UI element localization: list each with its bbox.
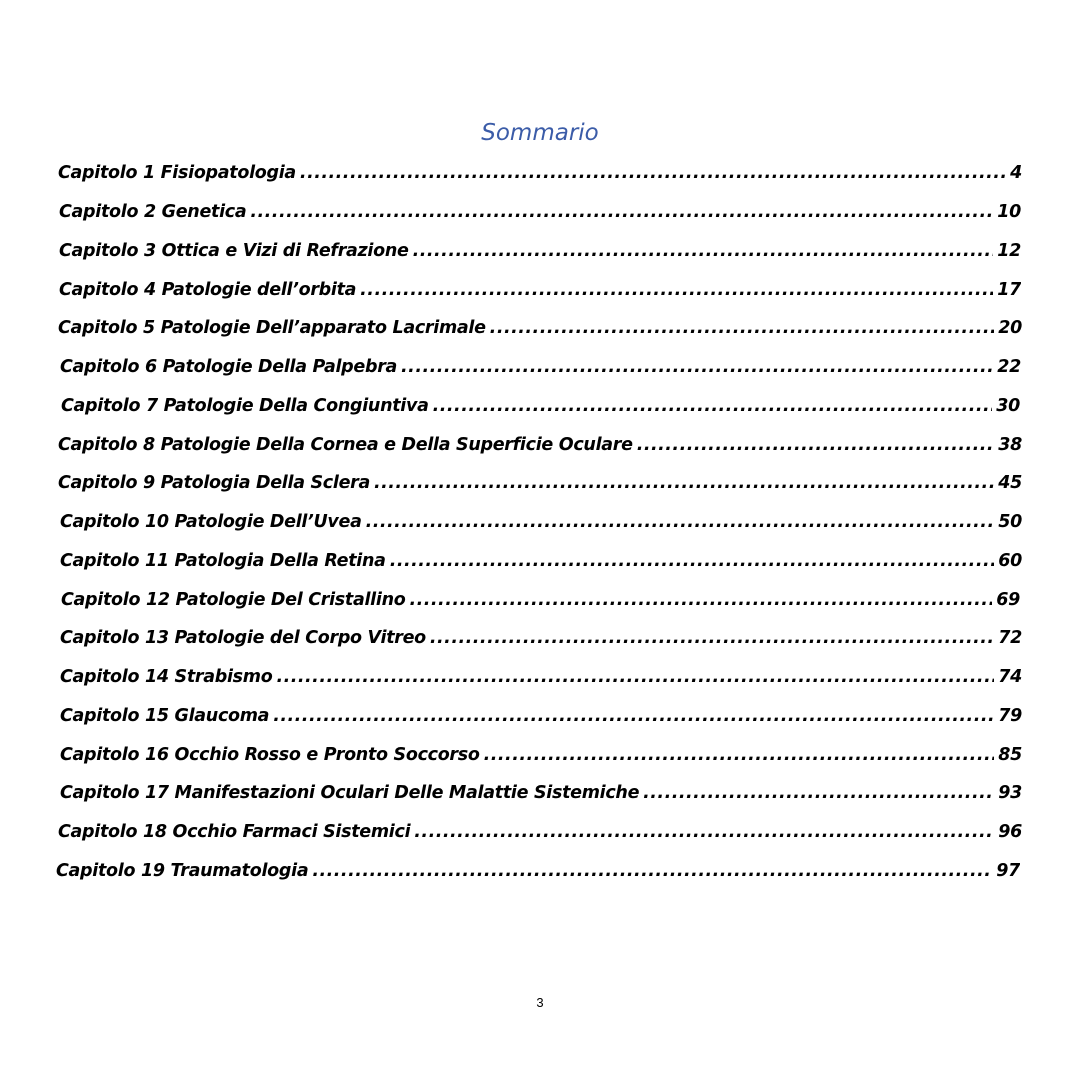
toc-dot-leader — [413, 241, 994, 261]
toc-entry[interactable] — [59, 270, 1021, 309]
toc-entry-label: Capitolo 16 Occhio Rosso e Pronto Soccorso — [60, 744, 480, 765]
toc-list — [0, 154, 1080, 890]
toc-entry[interactable] — [60, 503, 1022, 542]
toc-entry[interactable] — [58, 464, 1022, 503]
toc-entry-label: Capitolo 18 Occhio Farmaci Sistemici — [58, 822, 411, 843]
toc-entry[interactable] — [56, 852, 1020, 891]
toc-entry[interactable] — [58, 813, 1022, 852]
toc-entry-page: 22 — [997, 357, 1021, 378]
toc-entry[interactable] — [58, 154, 1022, 193]
toc-dot-leader — [637, 435, 995, 455]
toc-dot-leader — [250, 202, 993, 222]
toc-entry-label: Capitolo 17 Manifestazioni Oculari Delle Malattie Sistemiche — [60, 783, 640, 804]
page-number: 3 — [536, 995, 544, 1010]
toc-entry[interactable] — [60, 774, 1022, 813]
toc-entry[interactable] — [58, 309, 1022, 348]
toc-entry-page: 30 — [996, 395, 1020, 416]
toc-entry[interactable] — [60, 542, 1022, 581]
toc-dot-leader — [312, 861, 992, 881]
toc-dot-leader — [360, 280, 993, 300]
toc-entry-label: Capitolo 19 Traumatologia — [56, 860, 309, 881]
toc-entry-label: Capitolo 8 Patologie Della Cornea e Della Superficie Oculare — [58, 434, 633, 455]
toc-entry-page: 69 — [996, 589, 1020, 610]
toc-dot-leader — [276, 667, 994, 687]
toc-entry-label: Capitolo 9 Patologia Della Sclera — [58, 473, 370, 494]
toc-dot-leader — [409, 590, 992, 610]
toc-entry-page: 60 — [998, 550, 1022, 571]
toc-entry-label: Capitolo 11 Patologia Della Retina — [60, 550, 386, 571]
toc-entry-label: Capitolo 12 Patologie Del Cristallino — [61, 589, 406, 610]
toc-entry-label: Capitolo 14 Strabismo — [60, 667, 273, 688]
toc-entry[interactable] — [60, 735, 1022, 774]
toc-entry-page: 17 — [997, 279, 1021, 300]
toc-dot-leader — [366, 512, 995, 532]
toc-entry-label: Capitolo 10 Patologie Dell’Uvea — [60, 512, 362, 533]
toc-entry-page: 12 — [997, 240, 1021, 261]
toc-entry-page: 45 — [998, 473, 1022, 494]
toc-dot-leader — [414, 822, 994, 842]
toc-entry[interactable] — [60, 619, 1022, 658]
toc-dot-leader — [643, 783, 994, 803]
toc-entry[interactable] — [59, 193, 1021, 232]
toc-dot-leader — [300, 163, 1006, 183]
toc-entry-page: 38 — [998, 434, 1022, 455]
toc-entry[interactable] — [60, 348, 1021, 387]
toc-entry-page: 50 — [998, 512, 1022, 533]
toc-entry-label: Capitolo 13 Patologie del Corpo Vitreo — [60, 628, 426, 649]
toc-entry-label: Capitolo 6 Patologie Della Palpebra — [60, 357, 398, 378]
toc-entry[interactable] — [61, 387, 1020, 426]
toc-entry-page: 96 — [998, 822, 1022, 843]
toc-title: Sommario — [481, 120, 599, 146]
toc-entry-label: Capitolo 2 Genetica — [59, 202, 247, 223]
toc-entry-page: 72 — [998, 628, 1022, 649]
toc-entry-page: 93 — [998, 783, 1022, 804]
toc-entry-page: 85 — [998, 744, 1022, 765]
toc-entry[interactable] — [60, 697, 1022, 736]
toc-entry[interactable] — [61, 580, 1020, 619]
toc-entry-page: 74 — [998, 667, 1022, 688]
toc-entry[interactable] — [60, 658, 1022, 697]
toc-entry-page: 10 — [997, 202, 1021, 223]
toc-entry-label: Capitolo 4 Patologie dell’orbita — [59, 279, 357, 300]
toc-dot-leader — [401, 357, 993, 377]
toc-entry-label: Capitolo 3 Ottica e Vizi di Refrazione — [59, 240, 409, 261]
toc-dot-leader — [374, 473, 994, 493]
toc-entry-label: Capitolo 15 Glaucoma — [60, 705, 270, 726]
toc-entry-page: 4 — [1010, 163, 1022, 184]
toc-dot-leader — [430, 628, 994, 648]
toc-entry-page: 97 — [996, 860, 1020, 881]
toc-dot-leader — [490, 318, 995, 338]
toc-dot-leader — [433, 396, 993, 416]
toc-entry[interactable] — [59, 232, 1021, 271]
toc-entry-page: 79 — [998, 705, 1022, 726]
toc-entry-label: Capitolo 7 Patologie Della Congiuntiva — [61, 395, 429, 416]
toc-entry-label: Capitolo 1 Fisiopatologia — [58, 163, 296, 184]
toc-dot-leader — [390, 551, 995, 571]
toc-entry-page: 20 — [998, 318, 1022, 339]
toc-dot-leader — [273, 706, 994, 726]
toc-entry-label: Capitolo 5 Patologie Dell’apparato Lacrimale — [58, 318, 486, 339]
toc-entry[interactable] — [58, 425, 1022, 464]
toc-dot-leader — [484, 745, 995, 765]
